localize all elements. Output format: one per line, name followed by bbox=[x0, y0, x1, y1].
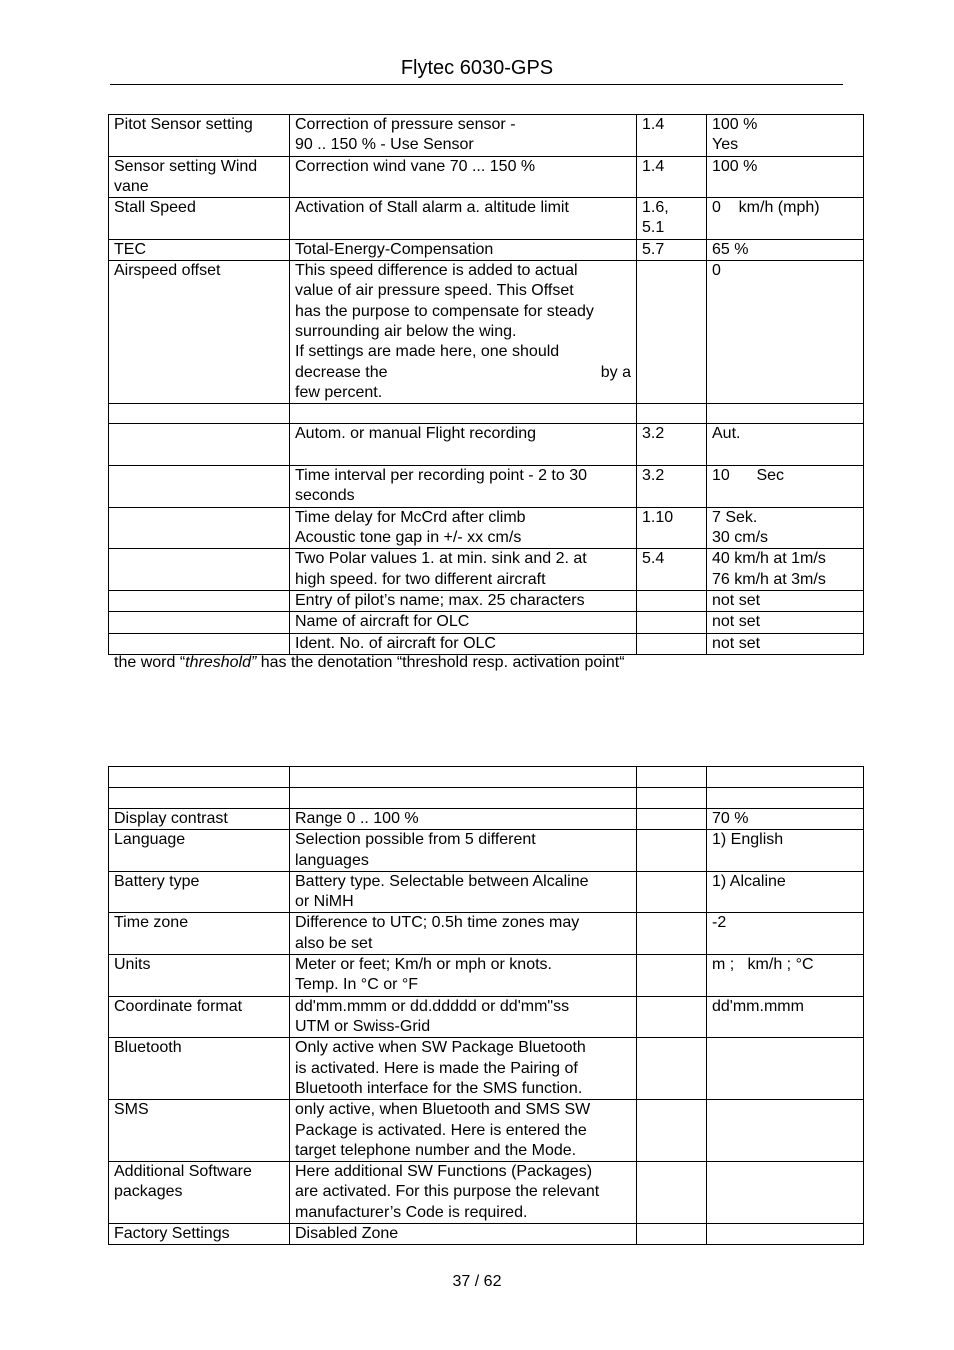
page-number: 37 / 62 bbox=[452, 1273, 502, 1290]
setting-description: Entry of pilot’s name; max. 25 characters bbox=[290, 590, 637, 611]
setting-chapter: 1.4 bbox=[637, 156, 707, 198]
setting-default: m ; km/h ; °C bbox=[707, 955, 864, 997]
table-row bbox=[109, 809, 864, 830]
settings-table-2 bbox=[108, 766, 864, 1245]
setting-chapter bbox=[637, 871, 707, 913]
setting-name: Units bbox=[109, 955, 290, 997]
setting-name: Language bbox=[109, 830, 290, 872]
setting-chapter bbox=[637, 1162, 707, 1224]
setting-default: 70 % bbox=[707, 809, 864, 830]
setting-default: 100 % Yes bbox=[707, 115, 864, 157]
setting-description: Name of aircraft for OLC bbox=[290, 612, 637, 633]
table-row bbox=[109, 507, 864, 549]
setting-description: Time delay for McCrd after climb Acoustic tone gap in +/- xx cm/s bbox=[290, 507, 637, 549]
setting-name: Additional Software packages bbox=[109, 1162, 290, 1224]
table-row bbox=[109, 549, 864, 591]
setting-chapter: 3.2 bbox=[637, 466, 707, 508]
setting-default: 7 Sek. 30 cm/s bbox=[707, 507, 864, 549]
setting-name bbox=[109, 424, 290, 466]
setting-description: This speed difference is added to actual value of air pressure speed. This Offset has the purpose to compensate for steady surrounding air below the wing. If settings are made here, one should decrease the by a few percent. bbox=[290, 261, 637, 404]
setting-description: Meter or feet; Km/h or mph or knots. Temp. In °C or °F bbox=[290, 955, 637, 997]
setting-name: Bluetooth bbox=[109, 1038, 290, 1100]
setting-default: -2 bbox=[707, 913, 864, 955]
setting-default bbox=[707, 1224, 864, 1245]
setting-default bbox=[707, 1038, 864, 1100]
table-row bbox=[109, 1162, 864, 1224]
setting-chapter bbox=[637, 1100, 707, 1162]
setting-name bbox=[109, 590, 290, 611]
table-row bbox=[109, 590, 864, 611]
setting-description: Selection possible from 5 different languages bbox=[290, 830, 637, 872]
setting-default: 0 km/h (mph) bbox=[707, 198, 864, 240]
table-row bbox=[109, 1100, 864, 1162]
setting-name: Sensor setting Wind vane bbox=[109, 156, 290, 198]
setting-chapter bbox=[637, 996, 707, 1038]
table-row bbox=[109, 404, 864, 424]
setting-default bbox=[707, 1100, 864, 1162]
table-row bbox=[109, 261, 864, 404]
header-divider bbox=[110, 84, 843, 85]
setting-default: 65 % bbox=[707, 239, 864, 260]
table-row bbox=[109, 198, 864, 240]
setting-name: Display contrast bbox=[109, 809, 290, 830]
setting-chapter bbox=[637, 1038, 707, 1100]
table-row bbox=[109, 830, 864, 872]
table-row bbox=[109, 466, 864, 508]
setting-chapter: 1.10 bbox=[637, 507, 707, 549]
setting-description: Difference to UTC; 0.5h time zones may also be set bbox=[290, 913, 637, 955]
setting-default: 0 bbox=[707, 261, 864, 404]
setting-name bbox=[109, 507, 290, 549]
setting-default: 1) English bbox=[707, 830, 864, 872]
setting-description: dd'mm.mmm or dd.ddddd or dd'mm"ss UTM or Swiss-Grid bbox=[290, 996, 637, 1038]
setting-name: SMS bbox=[109, 1100, 290, 1162]
table-row bbox=[109, 115, 864, 157]
setting-name bbox=[109, 612, 290, 633]
setting-chapter: 1.6, 5.1 bbox=[637, 198, 707, 240]
setting-description: Correction wind vane 70 ... 150 % bbox=[290, 156, 637, 198]
setting-chapter: 5.4 bbox=[637, 549, 707, 591]
setting-description: Activation of Stall alarm a. altitude limit bbox=[290, 198, 637, 240]
setting-description: Only active when SW Package Bluetooth is activated. Here is made the Pairing of Bluetooth interface for the SMS function. bbox=[290, 1038, 637, 1100]
setting-default: not set bbox=[707, 590, 864, 611]
setting-chapter bbox=[637, 590, 707, 611]
table-row bbox=[109, 913, 864, 955]
setting-default: Aut. bbox=[707, 424, 864, 466]
table-row bbox=[109, 996, 864, 1038]
table-row bbox=[109, 156, 864, 198]
setting-chapter bbox=[637, 261, 707, 404]
setting-chapter: 5.7 bbox=[637, 239, 707, 260]
setting-description: Ident. No. of aircraft for OLC bbox=[290, 633, 637, 654]
setting-name bbox=[109, 466, 290, 508]
setting-default: 1) Alcaline bbox=[707, 871, 864, 913]
setting-description: Correction of pressure sensor - 90 .. 150 % - Use Sensor bbox=[290, 115, 637, 157]
setting-chapter: 3.2 bbox=[637, 424, 707, 466]
setting-name: Coordinate format bbox=[109, 996, 290, 1038]
setting-default: 100 % bbox=[707, 156, 864, 198]
setting-chapter bbox=[637, 830, 707, 872]
setting-name: Airspeed offset bbox=[109, 261, 290, 404]
setting-description: Time interval per recording point - 2 to 30 seconds bbox=[290, 466, 637, 508]
table-row-empty bbox=[109, 767, 864, 788]
setting-default: 40 km/h at 1m/s 76 km/h at 3m/s bbox=[707, 549, 864, 591]
setting-default: not set bbox=[707, 633, 864, 654]
setting-default bbox=[707, 1162, 864, 1224]
setting-default: 10 Sec bbox=[707, 466, 864, 508]
setting-description: Autom. or manual Flight recording bbox=[290, 424, 637, 466]
setting-chapter bbox=[637, 404, 707, 424]
setting-chapter bbox=[637, 955, 707, 997]
setting-default bbox=[707, 404, 864, 424]
setting-name: TEC bbox=[109, 239, 290, 260]
table-row-empty bbox=[109, 788, 864, 809]
setting-name: Pitot Sensor setting bbox=[109, 115, 290, 157]
setting-chapter bbox=[637, 633, 707, 654]
footnote: the word “threshold” has the denotation “threshold resp. activation point“ bbox=[114, 654, 625, 671]
table-row bbox=[109, 1224, 864, 1245]
setting-description: only active, when Bluetooth and SMS SW Package is activated. Here is entered the target telephone number and the Mode. bbox=[290, 1100, 637, 1162]
table-row bbox=[109, 424, 864, 466]
table-row bbox=[109, 612, 864, 633]
setting-chapter bbox=[637, 913, 707, 955]
setting-name: Factory Settings bbox=[109, 1224, 290, 1245]
setting-name: Battery type bbox=[109, 871, 290, 913]
setting-name bbox=[109, 633, 290, 654]
setting-chapter: 1.4 bbox=[637, 115, 707, 157]
setting-name: Stall Speed bbox=[109, 198, 290, 240]
page-title: Flytec 6030-GPS bbox=[400, 57, 554, 79]
setting-chapter bbox=[637, 1224, 707, 1245]
setting-description: Disabled Zone bbox=[290, 1224, 637, 1245]
setting-name bbox=[109, 404, 290, 424]
table-row bbox=[109, 239, 864, 260]
setting-name bbox=[109, 549, 290, 591]
table-row bbox=[109, 1038, 864, 1100]
setting-description: Range 0 .. 100 % bbox=[290, 809, 637, 830]
setting-chapter bbox=[637, 809, 707, 830]
setting-description: Battery type. Selectable between Alcaline or NiMH bbox=[290, 871, 637, 913]
setting-description: Total-Energy-Compensation bbox=[290, 239, 637, 260]
table-row bbox=[109, 955, 864, 997]
setting-description: Two Polar values 1. at min. sink and 2. at high speed. for two different aircraft bbox=[290, 549, 637, 591]
table-row bbox=[109, 633, 864, 654]
setting-default: dd'mm.mmm bbox=[707, 996, 864, 1038]
setting-description: Here additional SW Functions (Packages) are activated. For this purpose the relevant manufacturer’s Code is required. bbox=[290, 1162, 637, 1224]
setting-description bbox=[290, 404, 637, 424]
settings-table-1 bbox=[108, 114, 864, 655]
table-row bbox=[109, 871, 864, 913]
setting-default: not set bbox=[707, 612, 864, 633]
setting-name: Time zone bbox=[109, 913, 290, 955]
setting-chapter bbox=[637, 612, 707, 633]
